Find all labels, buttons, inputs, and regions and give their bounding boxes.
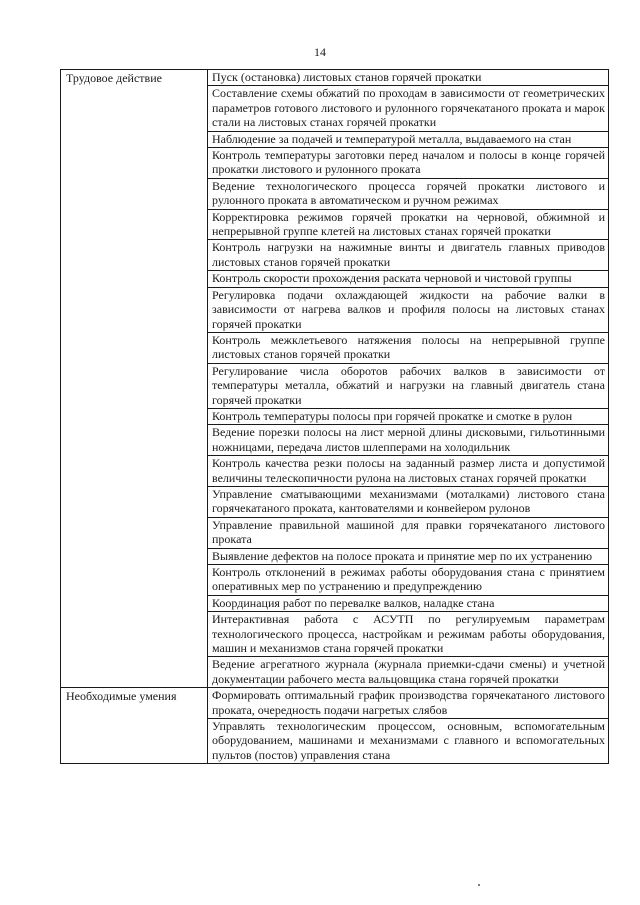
labor-action-item: Ведение технологического процесса горячей прокатки листового и рулонного проката в автоматическом и ручном режимах [208,178,608,209]
section-row-labor-actions [61,70,609,688]
labor-action-item: Управление правильной машиной для правки горячекатаного листового проката [208,517,608,548]
labor-action-item: Регулировка подачи охлаждающей жидкости на рабочие валки в зависимости от нагрева валков и профиля полосы на листовых станах горячей прокатки [208,287,608,332]
section-items [208,70,609,688]
labor-action-item: Контроль температуры полосы при горячей прокатке и смотке в рулон [208,408,608,424]
scan-speck [478,884,480,886]
labor-action-item: Интерактивная работа с АСУТП по регулируемым параметрам технологического процесса, настройкам и режимам работы оборудования, машин и механизмов стана горячей прокатки [208,611,608,656]
labor-action-item: Наблюдение за подачей и температурой металла, выдаваемого на стан [208,131,608,147]
labor-action-item: Пуск (остановка) листовых станов горячей прокатки [212,70,482,84]
section-items [208,688,609,764]
section-row-required-skills [61,688,609,764]
labor-action-item: Выявление дефектов на полосе проката и принятие мер по их устранению [208,548,608,564]
labor-action-item: Составление схемы обжатий по проходам в зависимости от геометрических параметров готового листового и рулонного горячекатаного проката и марок стали на листовых станах горячей прокатки [208,85,608,130]
skill-item: Формировать оптимальный график производства горячекатаного листового проката, очередность подачи нагретых слябов [212,688,605,717]
labor-action-item: Контроль скорости прохождения раската черновой и чистовой группы [208,270,608,286]
labor-action-item: Контроль отклонений в режимах работы оборудования стана с принятием оперативных мер по устранению и предупреждению [208,564,608,595]
page-number: 14 [314,45,326,59]
labor-action-item: Управление сматывающими механизмами (моталками) листового стана горячекатаного проката, кантователями и конвейером рулонов [208,486,608,517]
section-label: Трудовое действие [61,70,208,688]
labor-action-item: Контроль качества резки полосы на заданный размер листа и допустимой величины телескопичности рулона на листовых станах горячей прокатки [208,455,608,486]
labor-action-item: Координация работ по перевалке валков, наладке стана [208,595,608,611]
labor-action-item: Корректировка режимов горячей прокатки на черновой, обжимной и непрерывной группе клетей на листовых станах горячей прокатки [208,209,608,240]
labor-action-item: Контроль температуры заготовки перед началом и полосы в конце горячей прокатки листового и рулонного проката [208,147,608,178]
labor-action-item: Ведение агрегатного журнала (журнала приемки-сдачи смены) и учетной документации рабочего места вальцовщика стана горячей прокатки [208,656,608,687]
skill-item: Управлять технологическим процессом, основным, вспомогательным оборудованием, машинами и механизмами с главного и вспомогательных пультов (постов) управления стана [208,718,608,763]
labor-action-item: Контроль нагрузки на нажимные винты и двигатель главных приводов листовых станов горячей прокатки [208,239,608,270]
competency-table [60,69,609,764]
labor-action-item: Регулирование числа оборотов рабочих валков в зависимости от температуры металла, обжатий и нагрузки на главный двигатель стана горячей прокатки [208,363,608,408]
labor-action-item: Ведение порезки полосы на лист мерной длины дисковыми, гильотинными ножницами, передача листов шлепперами на холодильник [208,424,608,455]
section-label: Необходимые умения [61,688,208,764]
labor-action-item: Контроль межклетьевого натяжения полосы на непрерывной группе листовых станов горячей прокатки [208,332,608,363]
